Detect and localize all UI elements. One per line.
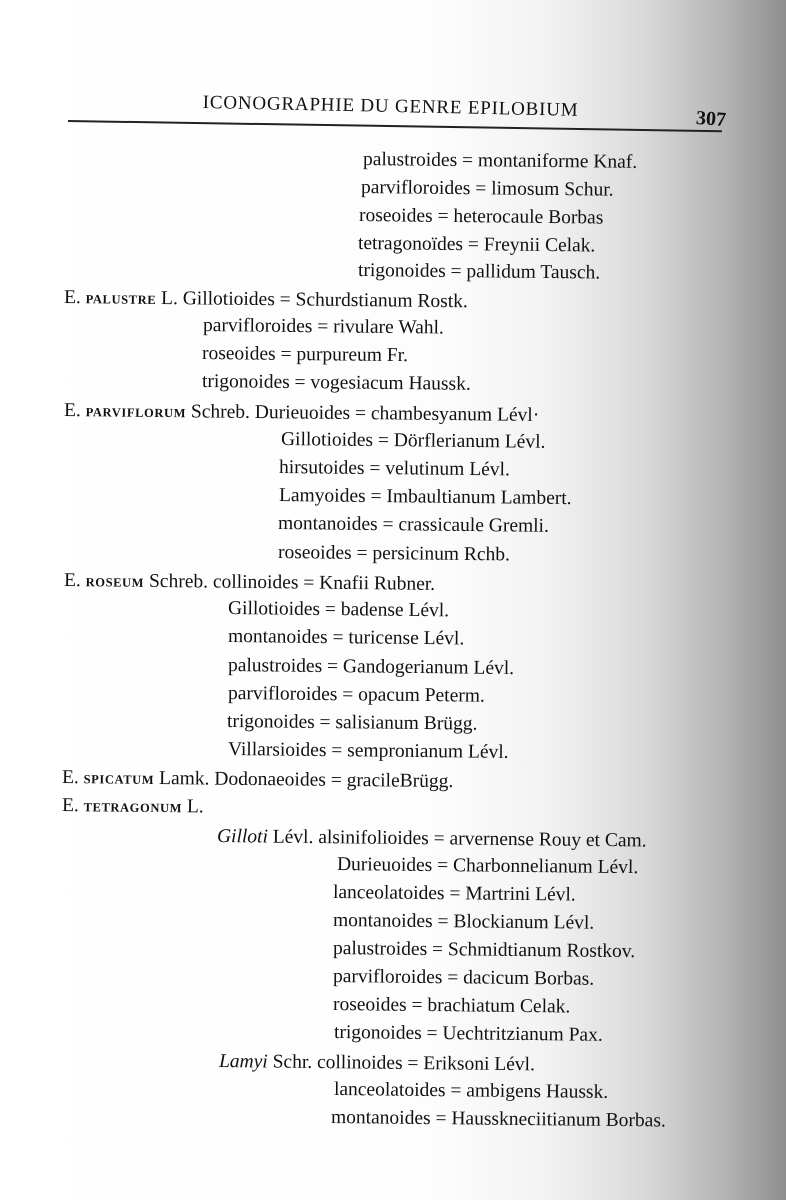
text-line: parvifloroides = dacicum Borbas. [332,966,595,990]
text-line: montanoides = Blockianum Lévl. [332,910,595,934]
variety-name: Lamyi [218,1051,268,1073]
text-line: roseoides = persicinum Rchb. [277,542,511,566]
species-name: ROSEUM [85,575,145,590]
variety-entry-gilloti: Gilloti Lévl. alsinifolioides = arvernense Rouy et Cam. [216,826,647,852]
variety-name: Gilloti [216,826,269,848]
species-entry-parviflorum: E. PARVIFLORUM Schreb. Durieuoides = chambesyanum Lévl· [63,400,540,426]
text-line: montanoides = turicense Lévl. [227,626,465,650]
text-line: lanceolatoides = ambigens Haussk. [333,1079,609,1103]
species-entry-palustre: E. PALUSTRE L. Gillotioides = Schurdstianum Rostk. [63,287,468,313]
text-line: Gillotioides = badense Lévl. [227,598,450,622]
text-line: palustroides = montaniforme Knaf. [362,149,638,173]
text-line: roseoides = brachiatum Celak. [332,994,571,1018]
species-name: TETRAGONUM [83,800,183,816]
running-title: ICONOGRAPHIE DU GENRE EPILOBIUM [202,92,579,121]
text-line: Gillotioides = Dörflerianum Lévl. [280,429,546,453]
text-line: Durieuoides = Charbonnelianum Lévl. [336,854,639,879]
text-line: lanceolatoides = Martrini Lévl. [332,882,576,906]
species-name: PALUSTRE [85,292,157,307]
species-name: SPICATUM [83,772,155,787]
text-line: parvifloroides = rivulare Wahl. [202,315,444,339]
text-line: trigonoides = vogesiacum Haussk. [201,371,471,395]
species-entry-tetragonum: E. TETRAGONUM L. [61,795,204,818]
page-number: 307 [695,106,727,132]
text-line: montanoides = crassicaule Gremli. [277,513,550,537]
text-line: palustroides = Schmidtianum Rostkov. [332,938,636,963]
text-line: roseoides = heterocaule Borbas [358,205,604,229]
text-line: Villarsioides = sempronianum Lévl. [227,739,509,763]
text-line: parvifloroides = limosum Schur. [360,177,614,201]
text-line: trigonoides = Uechtritzianum Pax. [333,1022,603,1046]
text-line: tetragonoïdes = Freynii Celak. [357,233,596,257]
species-entry-spicatum: E. SPICATUM Lamk. Dodonaeoides = gracileBrügg. [61,767,454,793]
text-line: montanoides = Hausskneciitianum Borbas. [330,1107,666,1132]
text-line: palustroides = Gandogerianum Lévl. [227,655,515,679]
species-name: PARVIFLORUM [85,405,187,421]
species-entry-roseum: E. ROSEUM Schreb. collinoides = Knafii Rubner. [63,570,436,595]
text-line: trigonoides = salisianum Brügg. [226,711,478,735]
text-line: roseoides = purpureum Fr. [201,343,409,367]
text-line: Lamyoides = Imbaultianum Lambert. [278,485,572,510]
header-rule [68,120,722,132]
text-line: trigonoides = pallidum Tausch. [357,260,601,284]
variety-entry-lamyi: Lamyi Schr. collinoides = Eriksoni Lévl. [218,1051,536,1076]
text-line: parvifloroides = opacum Peterm. [227,683,485,707]
text-line: hirsutoides = velutinum Lévl. [278,457,510,481]
